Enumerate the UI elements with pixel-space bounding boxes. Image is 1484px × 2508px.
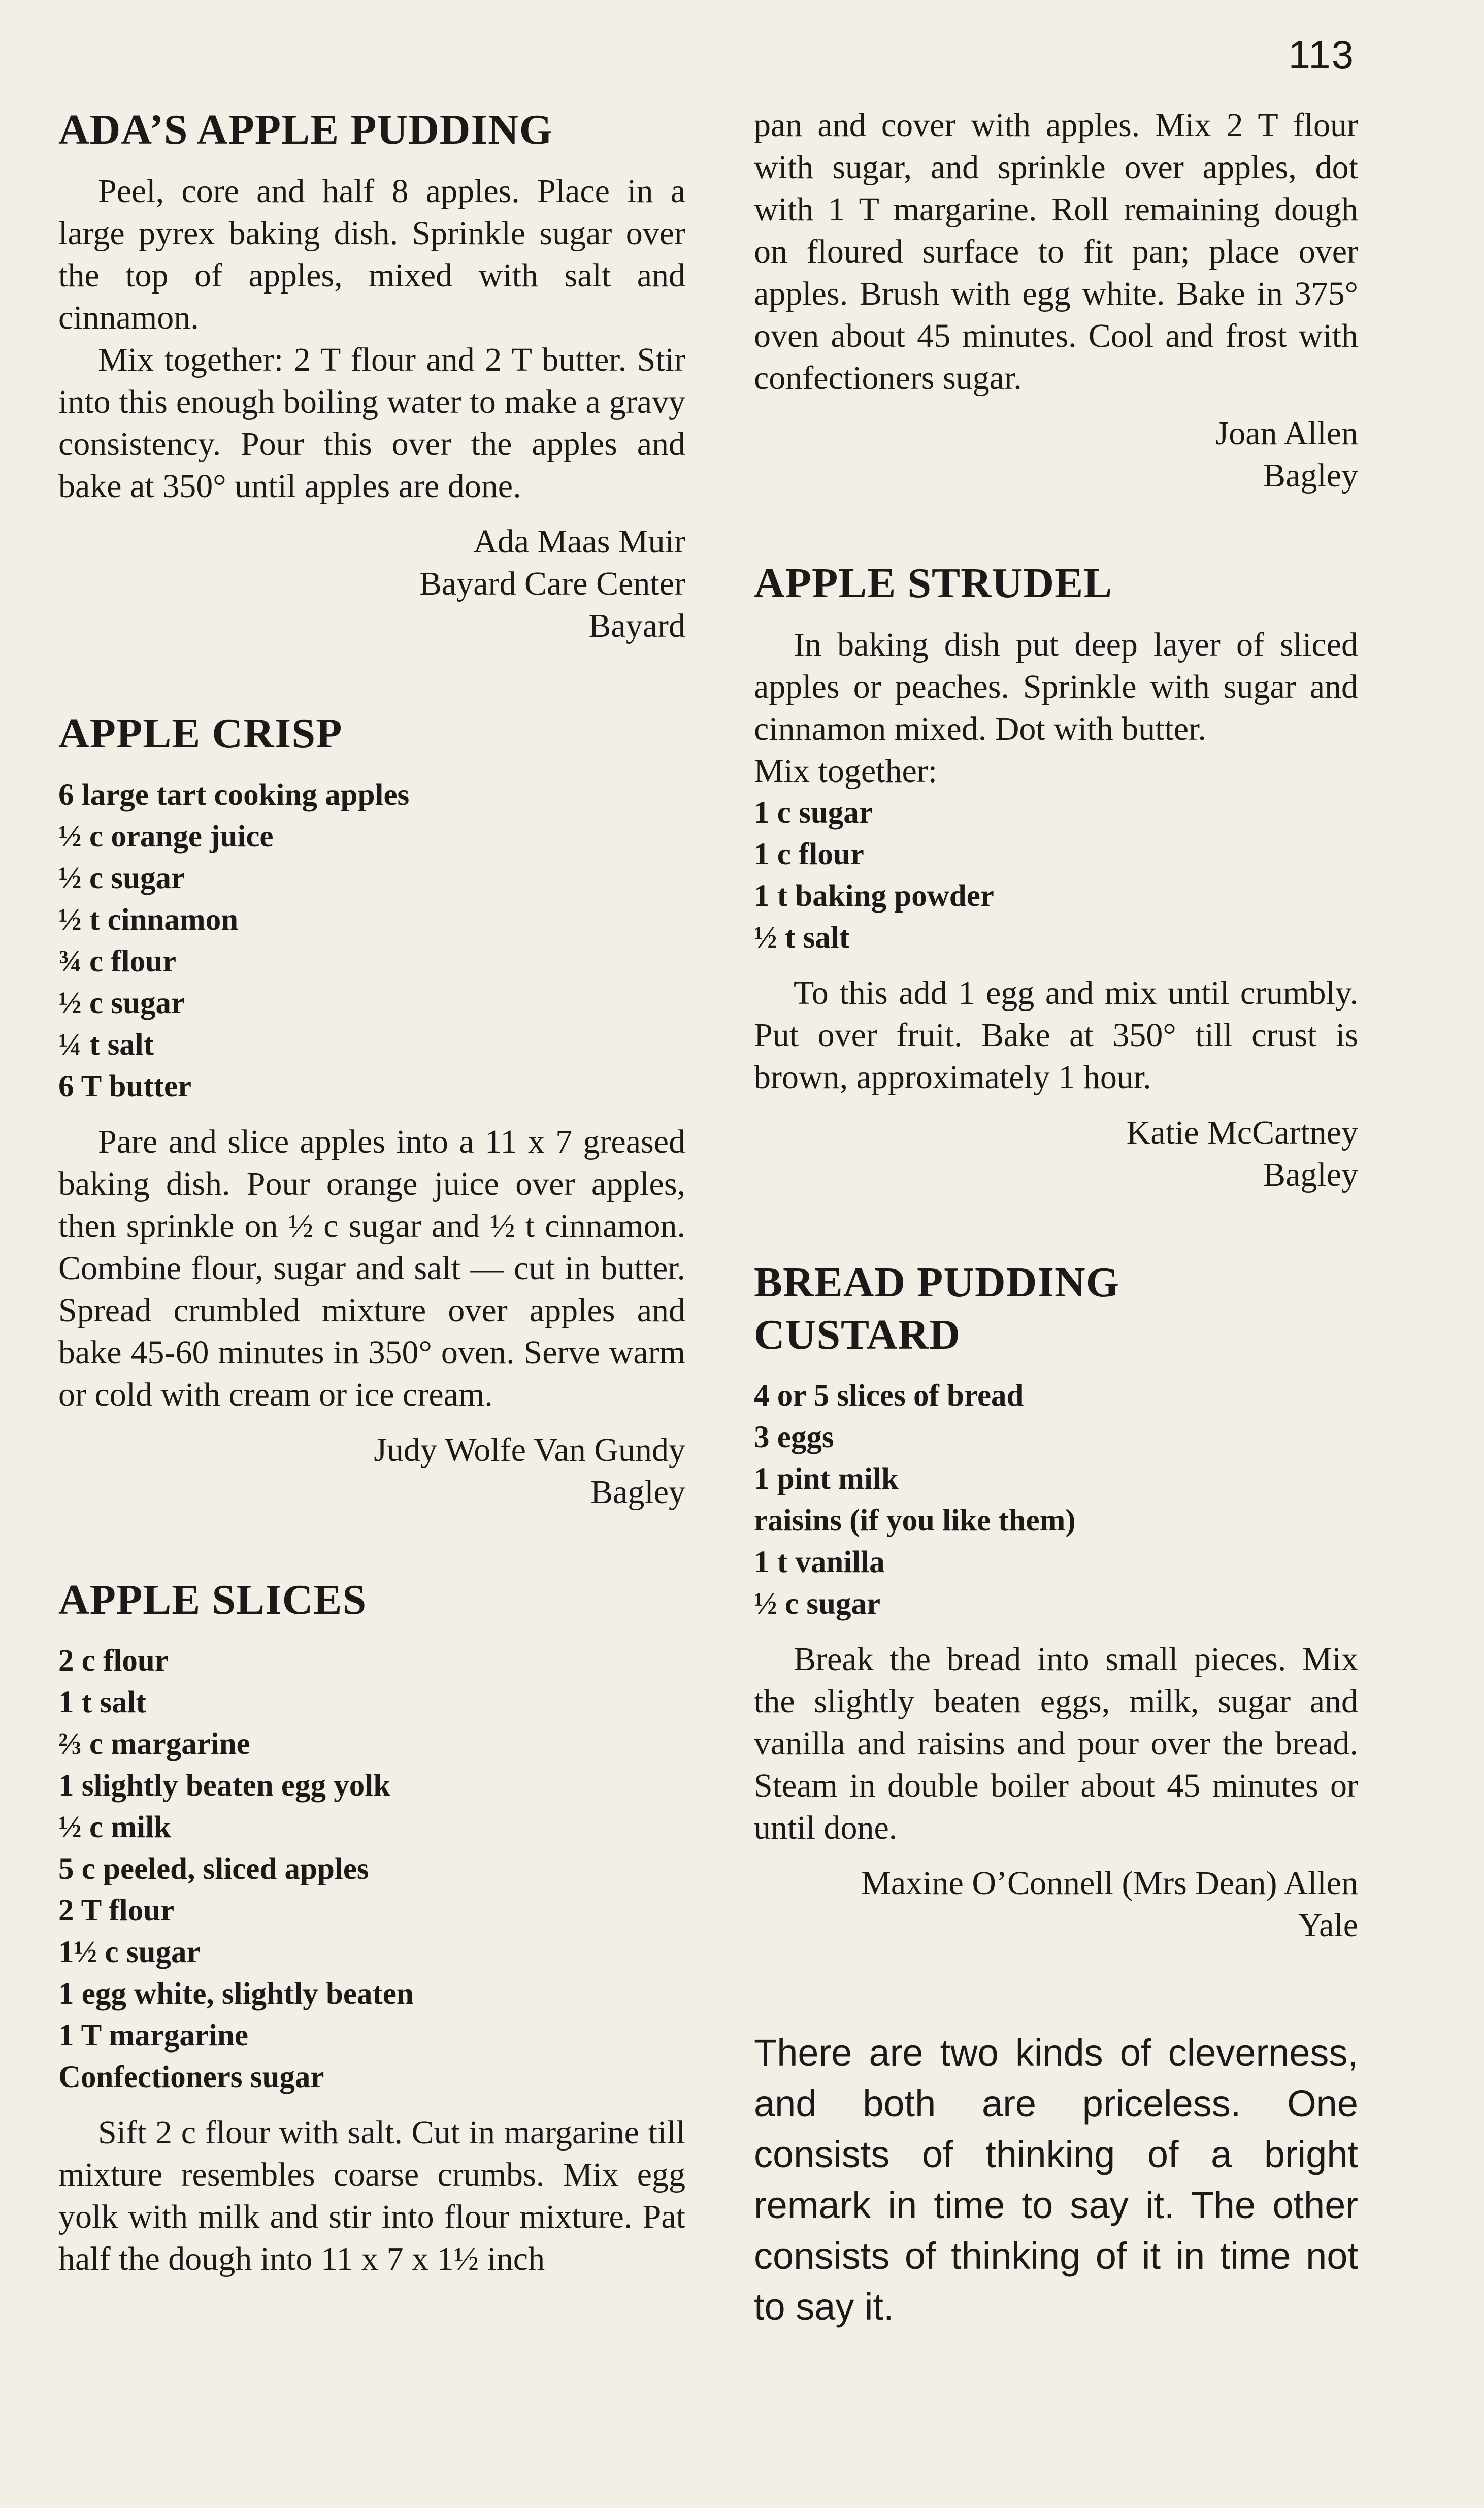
contributor-name: Maxine O’Connell (Mrs Dean) Allen <box>861 1865 1358 1902</box>
recipe-title: APPLE STRUDEL <box>754 560 1113 607</box>
ingredient: 1 c sugar <box>754 796 873 830</box>
ingredient: 2 c flour <box>58 1644 169 1678</box>
ingredient: 1 egg white, slightly beaten <box>58 1977 414 2011</box>
ingredient: ¼ t salt <box>58 1027 154 1062</box>
recipe-contributor <box>754 1112 1358 1196</box>
ingredient: 6 T butter <box>58 1069 192 1103</box>
right-column <box>754 104 1358 2332</box>
recipe-apple-slices <box>58 1574 685 2280</box>
recipe-apple-strudel <box>754 558 1358 1196</box>
ingredient: 3 eggs <box>754 1420 834 1455</box>
recipe-title: APPLE SLICES <box>58 1576 367 1623</box>
ingredient: 2 T flour <box>58 1894 175 1928</box>
ingredient: ½ t salt <box>754 921 850 955</box>
contributor-name: Ada Maas Muir <box>473 523 685 561</box>
ingredient: 1 t vanilla <box>754 1545 885 1580</box>
ingredient: Confectioners sugar <box>58 2060 324 2095</box>
ingredient: 4 or 5 slices of bread <box>754 1379 1024 1413</box>
ingredient: ½ c sugar <box>58 861 185 895</box>
recipe-instructions-continued: pan and cover with apples. Mix 2 T flour with sugar, and sprinkle over apples, dot with 1 T margarine. Roll remaining dough on floured surface to fit pan; place over apples. Brush with egg white. Bake in 375° oven about 45 minutes. Cool and frost with confectioners sugar. <box>754 107 1358 397</box>
ingredient: 1 c flour <box>754 837 864 872</box>
ingredient: ½ t cinnamon <box>58 902 239 937</box>
recipe-contributor <box>58 520 685 647</box>
recipe-instructions: Mix together: 2 T flour and 2 T butter. Stir into this enough boiling water to make a gravy consistency. Pour this over the apples and bake at 350° until apples are done. <box>58 341 685 505</box>
recipe-contributor <box>754 412 1358 497</box>
recipe-title-line: CUSTARD <box>754 1311 961 1358</box>
contributor-town: Bayard <box>588 607 685 645</box>
ingredient: 1 T margarine <box>58 2018 248 2053</box>
recipe-bread-pudding-custard <box>754 1257 1358 1946</box>
ingredient: ½ c milk <box>58 1810 171 1845</box>
recipe-title: ADA’S APPLE PUDDING <box>58 106 553 153</box>
recipe-contributor <box>58 1429 685 1513</box>
ingredient: 1 pint milk <box>754 1462 899 1496</box>
recipe-instructions: Sift 2 c flour with salt. Cut in margarine till mixture resembles coarse crumbs. Mix egg yolk with milk and stir into flour mixture. Pat half the dough into 11 x 7 x 1½ inch <box>58 2114 685 2278</box>
ingredient: 1½ c sugar <box>58 1935 201 1970</box>
page-number: 113 <box>1288 32 1355 77</box>
ingredient: ½ c orange juice <box>58 819 274 854</box>
recipe-apple-slices-continued <box>754 104 1358 497</box>
ingredient: ⅔ c margarine <box>58 1727 250 1762</box>
contributor-place: Bayard Care Center <box>419 565 685 603</box>
recipe-contributor <box>754 1862 1358 1946</box>
ingredient-list <box>58 1640 685 2098</box>
recipe-apple-crisp <box>58 708 685 1513</box>
recipe-instructions: In baking dish put deep layer of sliced apples or peaches. Sprinkle with sugar and cinnamon mixed. Dot with butter. <box>754 626 1358 748</box>
recipe-instructions: Break the bread into small pieces. Mix the slightly beaten eggs, milk, sugar and vanilla and raisins and pour over the bread. Steam in double boiler about 45 minutes or until done. <box>754 1641 1358 1847</box>
left-column <box>58 104 685 2341</box>
ingredient: ¾ c flour <box>58 944 177 979</box>
ingredient: 1 t salt <box>58 1685 146 1720</box>
ingredient: 1 t baking powder <box>754 879 994 914</box>
contributor-name: Katie McCartney <box>1126 1114 1358 1152</box>
ingredient: ½ c sugar <box>58 986 185 1020</box>
contributor-name: Joan Allen <box>1215 415 1358 452</box>
ingredient: 1 slightly beaten egg yolk <box>58 1769 391 1803</box>
ingredient-list <box>754 792 1358 959</box>
recipe-instructions: Peel, core and half 8 apples. Place in a large pyrex baking dish. Sprinkle sugar over the top of apples, mixed with salt and cinnamon. <box>58 173 685 337</box>
recipe-adas-apple-pudding <box>58 104 685 647</box>
ingredient: ½ c sugar <box>754 1587 881 1621</box>
contributor-town: Bagley <box>1263 1156 1358 1194</box>
filler-quote: There are two kinds of cleverness, and both are priceless. One consists of thinking of a bright remark in time to say it. The other consists of thinking of it in time not to say it. <box>754 2032 1358 2328</box>
contributor-name: Judy Wolfe Van Gundy <box>374 1431 685 1469</box>
recipe-title: APPLE CRISP <box>58 710 343 758</box>
recipe-instructions: To this add 1 egg and mix until crumbly. Put over fruit. Bake at 350° till crust is brown, approximately 1 hour. <box>754 974 1358 1096</box>
ingredient-list <box>754 1375 1358 1625</box>
contributor-town: Bagley <box>590 1473 685 1511</box>
ingredient-list <box>58 774 685 1108</box>
ingredient: 6 large tart cooking apples <box>58 777 410 812</box>
recipe-instructions: Pare and slice apples into a 11 x 7 greased baking dish. Pour orange juice over apples, then sprinkle on ½ c sugar and ½ t cinnamon. Combine flour, sugar and salt — cut in butter. Spread crumbled mixture over apples and bake 45-60 minutes in 350° oven. Serve warm or cold with cream or ice cream. <box>58 1123 685 1413</box>
contributor-town: Bagley <box>1263 457 1358 494</box>
ingredient: 5 c peeled, sliced apples <box>58 1852 369 1886</box>
contributor-town: Yale <box>1298 1907 1358 1944</box>
recipe-title-line: BREAD PUDDING <box>754 1259 1120 1307</box>
recipe-title <box>754 1257 1358 1361</box>
mix-label: Mix together: <box>754 753 938 790</box>
ingredient: raisins (if you like them) <box>754 1504 1076 1538</box>
